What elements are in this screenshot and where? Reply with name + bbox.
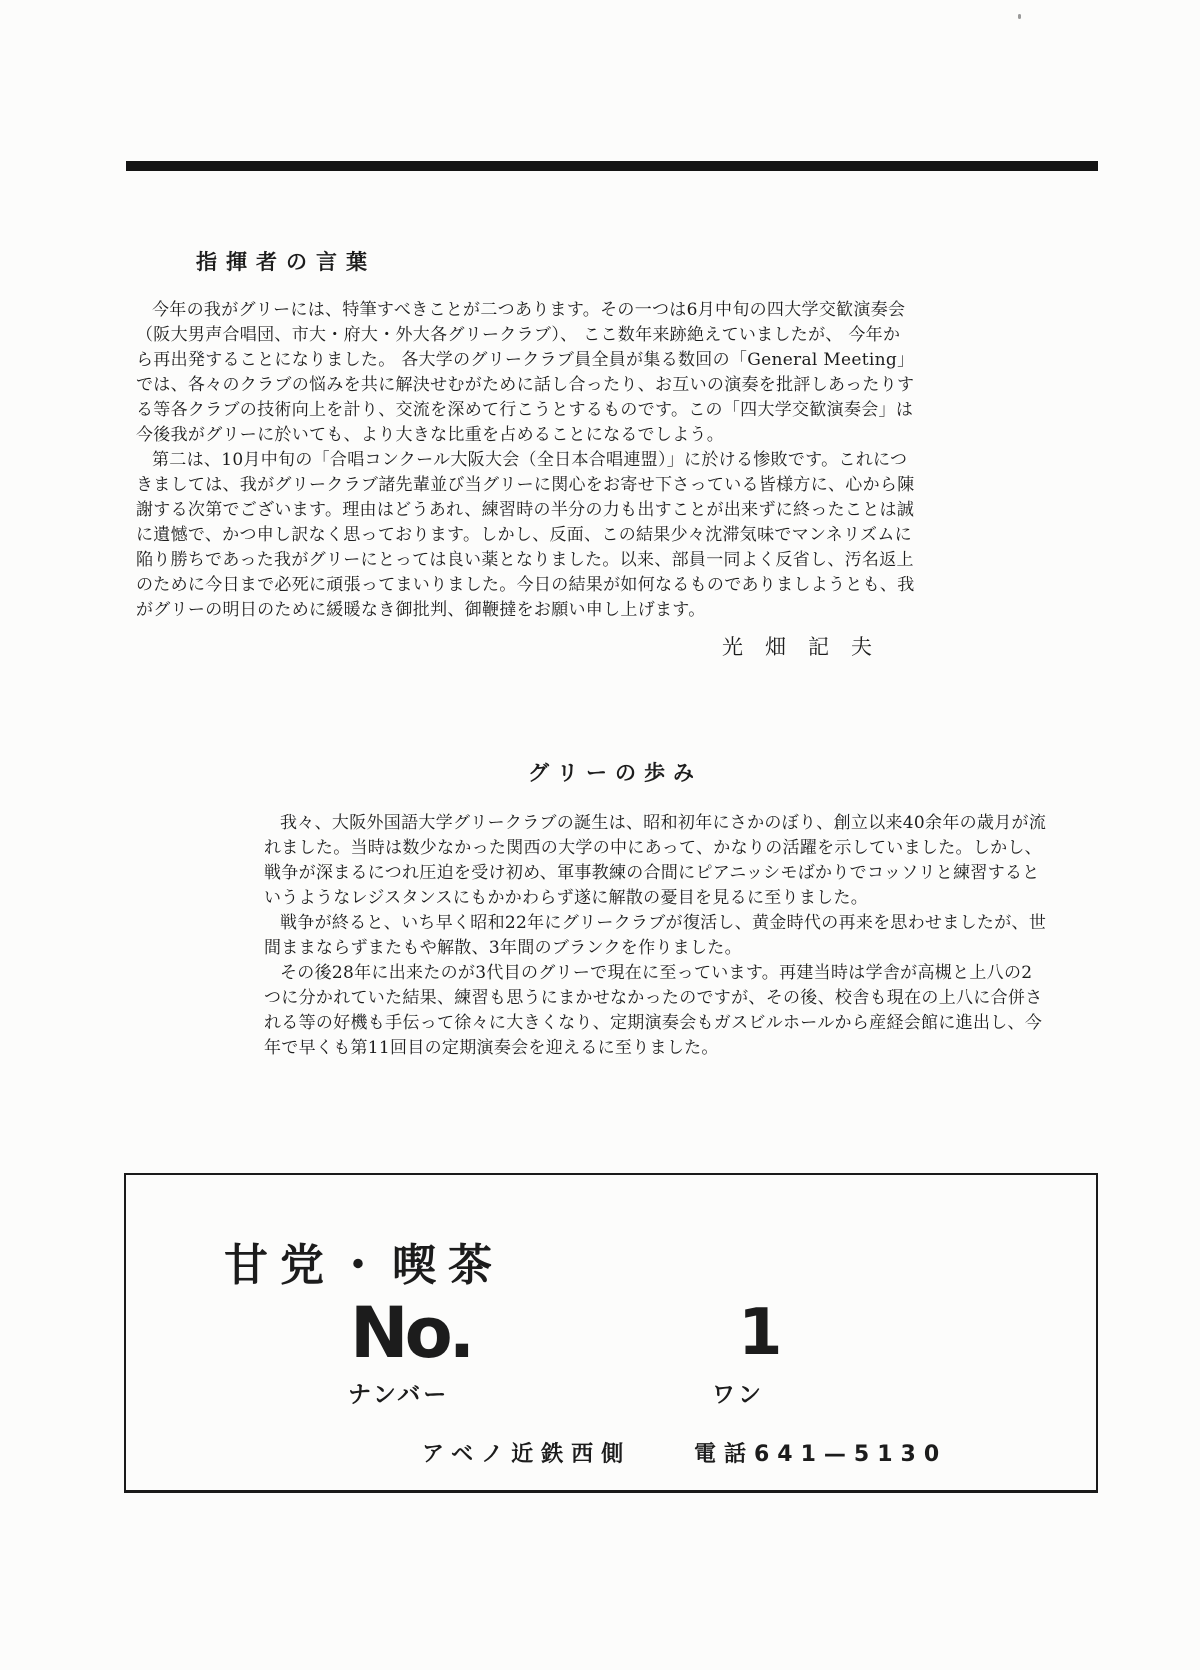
ad-shop-type: 甘党・喫茶 <box>224 1240 504 1291</box>
history-body <box>264 811 1096 1061</box>
history-line: 戦争が深まるにつれ圧迫を受け初め、軍事教練の合間にピアニッシモばかりでコッソリと練習すると <box>264 863 1040 883</box>
message-line: る等各クラブの技術向上を計り、交流を深めて行こうとするものです。この「四大学交歓演奏会」は <box>136 400 914 420</box>
ad-name-no-reading: ナンバー <box>348 1382 450 1408</box>
history-heading: グリーの歩み <box>528 761 702 785</box>
message-line: 第二は、10月中旬の「合唱コンクール大阪大会（全日本合唱連盟）」に於ける惨敗です。これにつ <box>152 450 908 470</box>
history-line: 年で早くも第11回目の定期演奏会を迎えるに至りました。 <box>264 1038 719 1058</box>
message-line: がグリーの明日のために緩暖なき御批判、御鞭撻をお願い申し上げます。 <box>136 600 706 620</box>
history-line: いうようなレジスタンスにもかかわらず遂に解散の憂目を見るに至りました。 <box>264 888 869 908</box>
message-line: ら再出発することになりました。 各大学のグリークラブ員全員が集る数回の「General Meeting」 <box>136 350 915 370</box>
advertisement-box <box>124 1173 1098 1493</box>
history-line: その後28年に出来たのが3代目のグリーで現在に至っています。再建当時は学舎が高槻と上八の2 <box>280 963 1033 983</box>
message-line: （阪大男声合唱団、市大・府大・外大各グリークラブ）、 ここ数年来跡絶えていましたが、 今年か <box>136 325 901 345</box>
message-line: きましては、我がグリークラブ諸先輩並び当グリーに関心をお寄せ下さっている皆様方に、心から陳 <box>136 475 915 495</box>
message-line: 今年の我がグリーには、特筆すべきことが二つあります。その一つは6月中旬の四大学交歓演奏会 <box>152 300 906 320</box>
message-body <box>136 298 962 623</box>
paper-speck <box>1018 14 1021 19</box>
history-line: 戦争が終ると、いち早く昭和22年にグリークラブが復活し、黄金時代の再来を思わせましたが、世 <box>280 913 1047 933</box>
history-line: れました。当時は数少なかった関西の大学の中にあって、かなりの活躍を示していました。しかし、 <box>264 838 1042 858</box>
ad-phone: 電話641—5130 <box>694 1442 948 1467</box>
message-signature: 光畑記夫 <box>722 635 894 659</box>
ad-name-number: 1 <box>738 1296 783 1370</box>
history-line: つに分かれていた結果、練習も思うにまかせなかったのですが、その後、校舎も現在の上八に合併さ <box>264 988 1043 1008</box>
ad-address: アベノ近鉄西側 <box>422 1442 632 1467</box>
message-line: のために今日まで必死に頑張ってまいりました。今日の結果が如何なるものでありましようとも、我 <box>136 575 915 595</box>
ad-name-no: No. <box>350 1292 472 1374</box>
message-line: 謝する次第でございます。理由はどうあれ、練習時の半分の力も出すことが出来ずに終ったことは誠 <box>136 500 915 520</box>
history-line: 間ままならずまたもや解散、3年間のブランクを作りました。 <box>264 938 742 958</box>
history-line: れる等の好機も手伝って徐々に大きくなり、定期演奏会もガスビルホールから産経会館に進出し、今 <box>264 1013 1043 1033</box>
ad-name-number-reading: ワン <box>712 1382 764 1408</box>
message-line: 今後我がグリーに於いても、より大きな比重を占めることになるでしよう。 <box>136 425 725 445</box>
history-line: 我々、大阪外国語大学グリークラブの誕生は、昭和初年にさかのぼり、創立以来40余年の歳月が流 <box>280 813 1047 833</box>
message-line: 陥り勝ちであった我がグリーにとっては良い薬となりました。以来、部員一同よく反省し、汚名返上 <box>136 550 914 570</box>
message-heading: 指揮者の言葉 <box>196 250 376 274</box>
top-rule <box>126 161 1098 171</box>
message-line: では、各々のクラブの悩みを共に解決せむがために話し合ったり、お互いの演奏を批評しあったりす <box>136 375 915 395</box>
message-line: に遺憾で、かつ申し訳なく思っております。しかし、反面、この結果少々沈滞気味でマンネリズムに <box>136 525 912 545</box>
